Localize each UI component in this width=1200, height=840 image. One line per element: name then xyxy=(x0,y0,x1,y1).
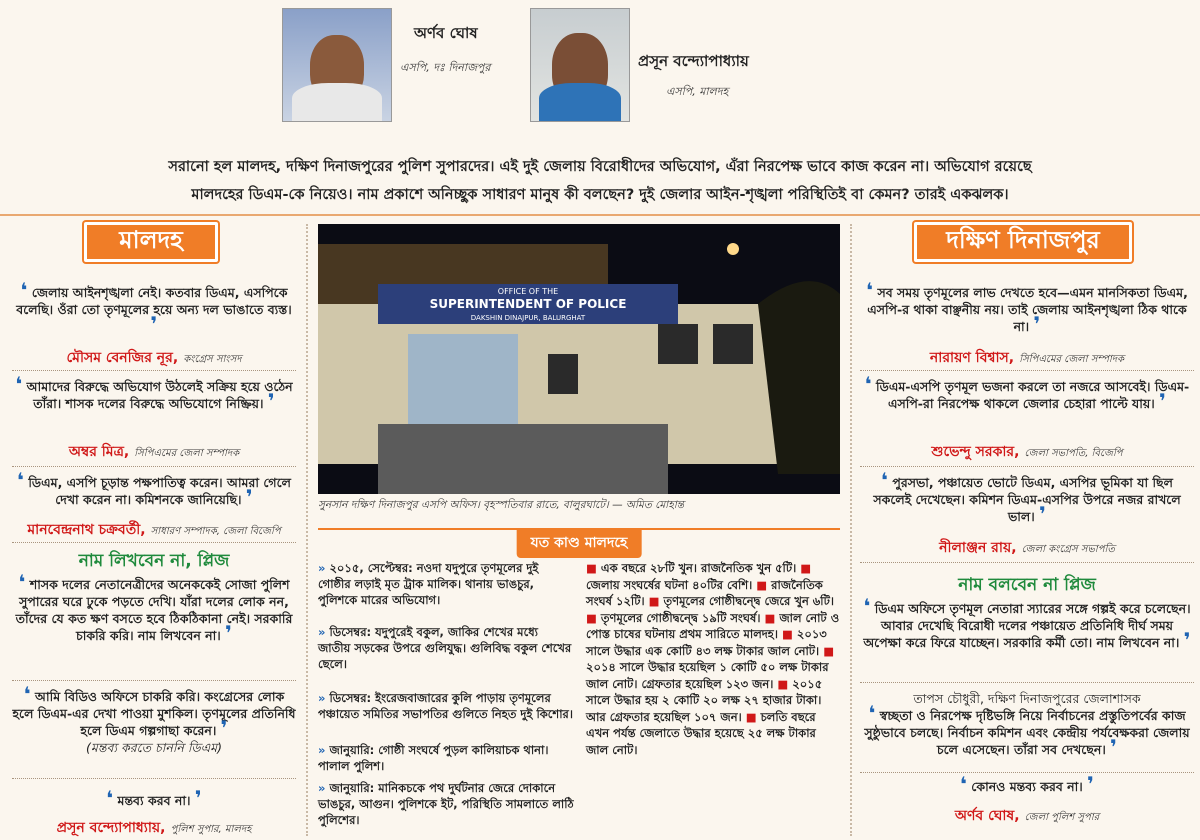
divider xyxy=(12,778,296,779)
banner-malda: মালদহ xyxy=(84,222,218,262)
quote-block xyxy=(860,372,1194,413)
attribution-name: নারায়ণ বিশ্বাস, xyxy=(929,350,1015,366)
bullet-icon: ■ xyxy=(756,577,768,592)
stat-text: জেলায় সংঘর্ষের ঘটনা ৪০টির বেশি। xyxy=(586,577,753,592)
stat-text: তৃণমূলের গোষ্ঠীদ্বন্দ্বে জেরে খুন ৬টি। xyxy=(663,594,834,608)
quote-open-icon: ❛ xyxy=(17,468,24,492)
quote-close-icon: ❜ xyxy=(1183,628,1191,652)
column-divider-right xyxy=(850,224,852,836)
stat-text: রাজনৈতিক সংঘর্ষ ১২টি। xyxy=(586,577,823,608)
shirt-illustration xyxy=(292,83,383,121)
quote-open-icon: ❛ xyxy=(106,786,114,810)
quote-close-icon: ❜ xyxy=(150,312,158,336)
divider xyxy=(860,772,1194,773)
attribution-role: জেলা সভাপতি, বিজেপি xyxy=(1024,448,1123,459)
quote-attribution xyxy=(860,440,1194,464)
quote-close-icon: ❜ xyxy=(225,621,233,645)
divider xyxy=(12,542,296,543)
attribution-role: জেলা পুলিশ সুপার xyxy=(1024,812,1100,823)
attribution-name: শুভেন্দু সরকার, xyxy=(931,444,1020,460)
intro-text xyxy=(0,150,1200,212)
attribution-role: পুলিশ সুপার, মালদহ xyxy=(170,824,252,835)
quote-attribution xyxy=(860,536,1194,560)
bullet-icon: ■ xyxy=(781,627,793,641)
quote-attribution xyxy=(12,346,296,370)
quote-close-icon: ❜ xyxy=(1159,389,1166,413)
divider xyxy=(860,682,1194,683)
quote-open-icon: ❛ xyxy=(20,278,28,302)
attribution-role: সাধারণ সম্পাদক, জেলা বিজেপি xyxy=(150,526,281,537)
photo-caption: সুনসান দক্ষিণ দিনাজপুর এসপি অফিস। বৃহস্পতিবার রাতে, বালুরঘাটে। — অমিত মোহান্ত xyxy=(318,499,685,511)
profile-title: এসপি, মালদহ xyxy=(666,85,729,98)
event-item xyxy=(318,624,574,672)
quote-open-icon: ❛ xyxy=(864,372,872,396)
intro-line-1: সরানো হল মালদহ, দক্ষিণ দিনাজপুরের পুলিশ সুপারদের। এই দুই জেলায় বিরোধীদের অভিযোগ, এঁরা নিরপেক্ষ ভাবে কাজ করেন না। অভিযোগ রয়েছে xyxy=(168,159,1032,175)
quote-attribution xyxy=(4,518,304,542)
final-quote xyxy=(860,772,1194,796)
attribution-role: জেলা কংগ্রেস সভাপতি xyxy=(1021,544,1115,555)
quote-text: মন্তব্য করব না। xyxy=(117,793,191,808)
profile-photo-arnab xyxy=(282,8,392,122)
quote-block xyxy=(860,468,1194,526)
attribution-name: অর্ণব ঘোষ, xyxy=(954,808,1020,824)
sp-office-photo xyxy=(318,224,840,494)
event-item xyxy=(318,560,574,608)
quote-note: (মন্তব্য করতে চাননি ডিএম) xyxy=(86,740,222,755)
anonymous-quote xyxy=(12,682,296,756)
profile-arnab xyxy=(400,22,540,78)
attribution-name: প্রসূন বন্দ্যোপাধ্যায়, xyxy=(56,820,166,836)
event-item xyxy=(318,780,574,828)
bullet-icon: ■ xyxy=(745,709,757,724)
profile-title: এসপি, দঃ দিনাজপুর xyxy=(400,61,491,74)
quote-text: আমি বিডিও অফিসে চাকরি করি। কংগ্রেসের লোক হলে ডিএম-এর দেখা পাওয়া মুশকিল। তৃণমূলের প্রতিনিধি হলে ডিএম গল্পগাছা করেন। xyxy=(12,689,296,738)
profile-prasun xyxy=(638,50,798,102)
quote-block xyxy=(12,278,296,336)
shirt-illustration xyxy=(539,83,621,121)
quote-text: স্বচ্ছতা ও নিরপেক্ষ দৃষ্টিভঙ্গি নিয়ে নির্বাচনের প্রস্তুতিপর্বের কাজ সুষ্ঠুভাবে চলছে। নির্বাচন কমিশন এবং কেন্দ্রীয় পর্যবেক্ষকরা জেলায় চলে এসেছেন। তাঁরা সব দেখছেন। xyxy=(864,708,1190,757)
event-text: জানুয়ারি: গোষ্ঠী সংঘর্ষে পুড়ল কালিয়াচক থানা। পালাল পুলিশ। xyxy=(318,743,549,773)
event-text: ডিসেম্বর: ইংরেজবাজারের কুলি পাড়ায় তৃণমূলের পঞ্চায়েত সমিতির সভাপতির গুলিতে নিহত দুই কিশোর। xyxy=(318,691,573,721)
quote-close-icon: ❜ xyxy=(1039,502,1047,526)
dm-statement xyxy=(860,690,1194,758)
anonymous-quote xyxy=(12,570,296,645)
quote-close-icon: ❜ xyxy=(267,389,275,413)
section-title: যত কাণ্ড মালদহে xyxy=(517,528,642,558)
quote-open-icon: ❛ xyxy=(959,772,967,796)
quote-open-icon: ❛ xyxy=(15,372,23,396)
quote-text: শাসক দলের নেতানেত্রীদের অনেককেই সোজা পুলিশ সুপারের ঘরে ঢুকে পড়তে দেখি। যাঁরা দলের লোক নন, তাঁদের যে কত ক্ষণ বসতে হবে ঠিকঠিকানা নেই। সরকারি চাকরি করি। নাম লিখবেন না। xyxy=(15,577,293,643)
quote-text: ডিএম অফিসে তৃণমূল নেতারা স্যারের সঙ্গে গল্পই করে চলেছেন। আবার দেখেছি বিরোধী দলের পঞ্চায়েত প্রতিনিধি দীর্ঘ সময় অপেক্ষা করে ফিরে যাচ্ছেন। সরকারি কর্মী তো। নাম লিখবেন না। xyxy=(863,601,1191,650)
bullet-icon: ■ xyxy=(648,594,660,608)
banner-dakshin-dinajpur: দক্ষিণ দিনাজপুর xyxy=(914,222,1132,262)
stat-text: ২০১৩ সালে উদ্ধার এক কোটি ৪৩ লক্ষ টাকার জাল নোট। xyxy=(586,627,827,658)
event-item xyxy=(318,690,574,722)
sign-sub-text: DAKSHIN DINAJPUR, BALURGHAT xyxy=(470,314,586,322)
profile-photo-prasun xyxy=(530,8,630,122)
quote-attribution xyxy=(12,440,296,464)
quote-open-icon: ❛ xyxy=(23,682,31,706)
bullet-icon: ■ xyxy=(800,561,812,575)
profile-name: অর্ণব ঘোষ xyxy=(414,24,478,42)
attribution-name: মৌসম বেনজির নূর, xyxy=(66,350,179,366)
section-header xyxy=(318,528,840,552)
bullet-icon: ■ xyxy=(764,610,776,625)
stat-text: তৃণমূলের গোষ্ঠীদ্বন্দ্বে ১৯টি সংঘর্ষ। xyxy=(600,610,761,625)
sp-office-illustration xyxy=(318,224,840,494)
event-item xyxy=(318,742,574,774)
sign-top-text: OFFICE OF THE xyxy=(497,287,559,296)
stat-text: জাল নোট ও পোস্ত চাষের ঘটনায় প্রথম সারিতে মালদহ। xyxy=(586,610,840,641)
quote-text: জেলায় আইনশৃঙ্খলা নেই। কতবার ডিএম, এসপিকে বলেছি। ওঁরা তো তৃণমূলের হয়ে অন্য দল ভাঙাতে ব্যস্ত। xyxy=(16,285,292,317)
quote-text: ডিএম, এসপি চূড়ান্ত পক্ষপাতিত্ব করেন। আমরা গেলে দেখা করেন না। কমিশনকে জানিয়েছি। xyxy=(28,475,291,507)
event-text: ২০১৫, সেপ্টেম্বর: নওদা যদুপুরে তৃণমূলের দুই গোষ্ঠীর লড়াই মৃত ট্রাক মালিক। থানায় ভাঙচুর, পুলিশকে মারের অভিযোগ। xyxy=(318,561,539,607)
bullet-icon: ■ xyxy=(823,643,835,658)
arrow-icon: » xyxy=(318,743,326,757)
stats-list xyxy=(586,560,842,758)
divider xyxy=(12,680,296,681)
quote-attribution xyxy=(860,804,1194,828)
quote-block xyxy=(12,468,296,509)
dm-intro: তাপস চৌধুরী, দক্ষিণ দিনাজপুরের জেলাশাসক xyxy=(913,691,1141,706)
bullet-icon: ■ xyxy=(586,610,597,625)
quote-attribution xyxy=(4,816,304,840)
divider xyxy=(860,370,1194,371)
bullet-icon: ■ xyxy=(586,561,597,575)
column-divider-left xyxy=(306,224,308,836)
quote-open-icon: ❛ xyxy=(866,278,874,302)
arrow-icon: » xyxy=(318,781,326,795)
quote-close-icon: ❜ xyxy=(1110,735,1118,759)
arrow-icon: » xyxy=(318,625,326,639)
attribution-role: সিপিএমের জেলা সম্পাদক xyxy=(134,448,240,459)
quote-text: সব সময় তৃণমূলের লাভ দেখতে হবে—এমন মানসিকতা ডিএম, এসপি-র থাকা বাঞ্ছনীয় নয়। তাই জেলায় আইনশৃঙ্খলা ঠিক থাকে না। xyxy=(867,285,1188,334)
quote-close-icon: ❜ xyxy=(194,786,202,810)
attribution-role: কংগ্রেস সাংসদ xyxy=(183,354,242,365)
quote-close-icon: ❜ xyxy=(220,716,228,740)
stat-text: এক বছরে ২৮টি খুন। রাজনৈতিক খুন ৫টি। xyxy=(600,561,797,575)
attribution-name: নীলাঞ্জন রায়, xyxy=(939,540,1017,556)
stat-text: ২০১৫ সালে উদ্ধার হয় ২ কোটি ২০ লক্ষ ২৭ হাজার টাকা। আর গ্রেফতার হয়েছিল ১০৭ জন। xyxy=(586,676,823,724)
quote-block xyxy=(860,278,1194,336)
subhead-anonymous: নাম লিখবেন না, প্লিজ xyxy=(78,551,230,571)
quote-text: পুরসভা, পঞ্চায়েত ভোটে ডিএম, এসপির ভূমিকা যা ছিল সকলেই দেখেছেন। কমিশন ডিএম-এসপির উপরে নজর রাখলে ভাল। xyxy=(873,475,1181,524)
arrow-icon: » xyxy=(318,561,326,575)
bullet-icon: ■ xyxy=(777,676,789,691)
quote-block xyxy=(12,372,296,413)
stat-text: চলতি বছরে এখন পর্যন্ত জেলাতে উদ্ধার হয়েছে ২৫ লক্ষ টাকার জাল নোট। xyxy=(586,709,816,757)
divider xyxy=(860,562,1194,563)
profile-name: প্রসূন বন্দ্যোপাধ্যায় xyxy=(638,52,749,70)
divider xyxy=(860,466,1194,467)
event-text: জানুয়ারি: মানিকচকে পথ দুর্ঘটনার জেরে দোকানে ভাঙচুর, আগুন। পুলিশকে ইট, পরিস্থিতি সামলাতে লাঠি পুলিশের। xyxy=(318,781,574,827)
quote-text: আমাদের বিরুদ্ধে অভিযোগ উঠলেই সক্রিয় হয়ে ওঠেন তাঁরা। শাসক দলের বিরুদ্ধে অভিযোগে নিষ্ক্রিয়। xyxy=(26,379,293,411)
attribution-role: সিপিএমের জেলা সম্পাদক xyxy=(1019,354,1125,365)
quote-open-icon: ❛ xyxy=(881,468,888,492)
quote-text: কোনও মন্তব্য করব না। xyxy=(971,779,1083,794)
quote-close-icon: ❜ xyxy=(1087,772,1095,796)
arrow-icon: » xyxy=(318,691,326,705)
divider xyxy=(12,466,296,467)
anonymous-quote xyxy=(860,594,1194,652)
quote-text: ডিএম-এসপি তৃণমূল ভজনা করলে তা নজরে আসবেই। ডিএম-এসপি-রা নিরপেক্ষ থাকলে জেলার চেহারা পাল্টে যায়। xyxy=(876,379,1190,411)
attribution-name: অম্বর মিত্র, xyxy=(68,444,130,460)
sign-main-text: SUPERINTENDENT OF POLICE xyxy=(429,297,627,311)
quote-attribution xyxy=(860,346,1194,370)
final-quote xyxy=(12,786,296,810)
intro-divider xyxy=(0,214,1200,216)
divider xyxy=(12,370,296,371)
stat-text: ২০১৪ সালে উদ্ধার হয়েছিল ১ কোটি ৫০ লক্ষ টাকার জাল নোট। গ্রেফতার হয়েছিল ১২৩ জন। xyxy=(586,660,829,691)
attribution-name: মানবেন্দ্রনাথ চক্রবর্তী, xyxy=(27,522,146,538)
quote-close-icon: ❜ xyxy=(1033,312,1041,336)
intro-line-2: মালদহের ডিএম-কে নিয়েও। নাম প্রকাশে অনিচ্ছুক সাধারণ মানুষ কী বলছেন? দুই জেলার আইন-শৃঙ্খলা পরিস্থিতিই বা কেমন? তারই একঝলক। xyxy=(191,187,1009,203)
quote-open-icon: ❛ xyxy=(18,570,26,594)
quote-open-icon: ❛ xyxy=(863,594,871,618)
quote-open-icon: ❛ xyxy=(868,701,876,725)
event-text: ডিসেম্বর: যদুপুরেই বকুল, জাকির শেখের মধ্যে জাতীয় সড়কের উপরে গুলিযুদ্ধ। গুলিবিদ্ধ বকুল শেখের ছেলে। xyxy=(318,625,572,671)
subhead-anonymous: নাম বলবেন না প্লিজ xyxy=(958,575,1096,595)
quote-close-icon: ❜ xyxy=(245,485,253,509)
